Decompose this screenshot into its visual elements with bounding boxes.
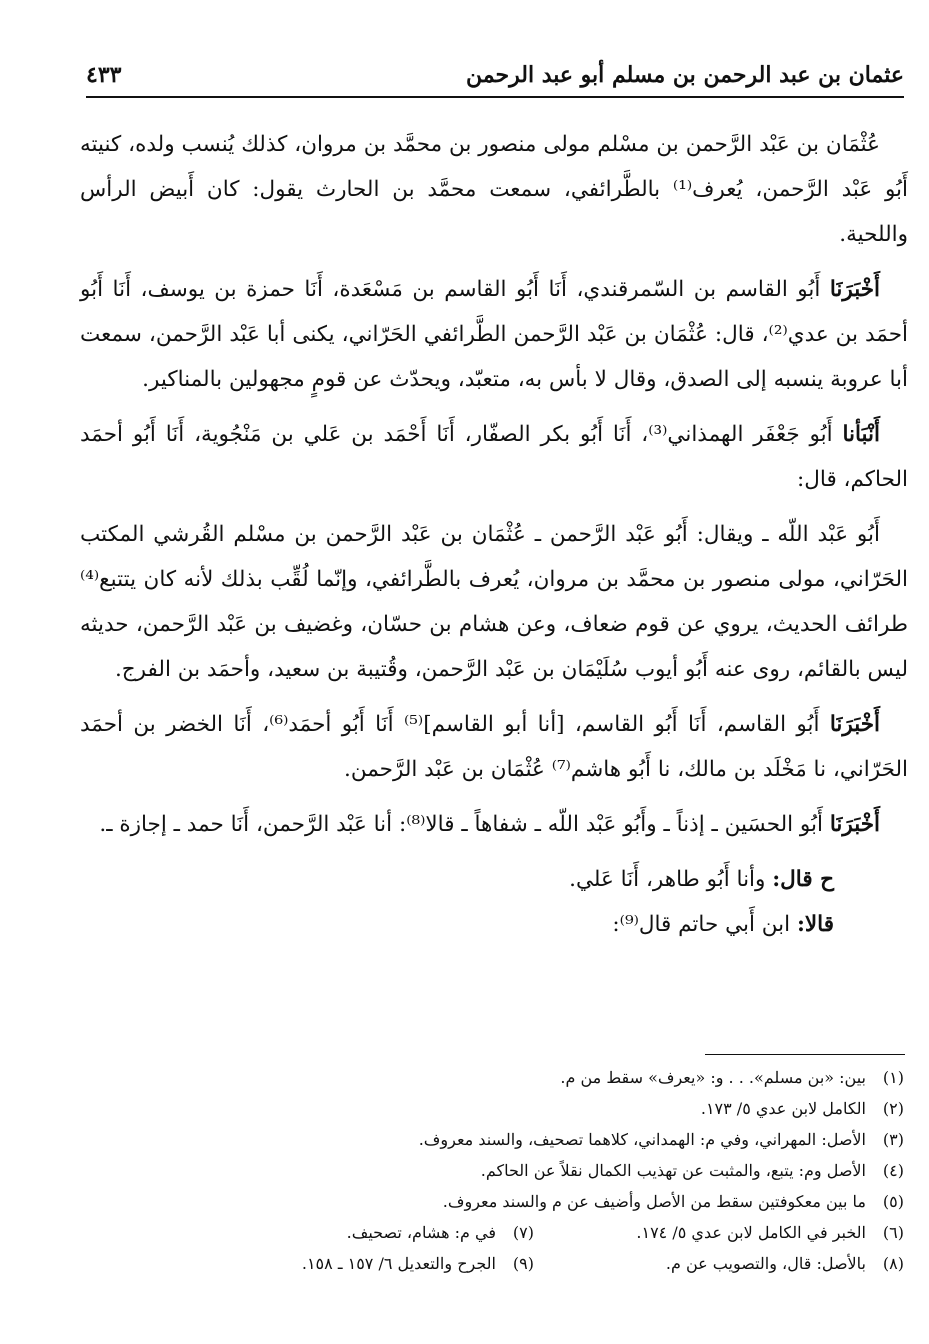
paragraph-7-text: وأنا أَبُو طاهر، أَنَا عَلي. bbox=[569, 867, 773, 892]
footnote-2 bbox=[180, 1093, 904, 1124]
paragraph-3-keyword: أَنْبَأنا bbox=[842, 422, 880, 447]
footnote-text: ما بين معكوفتين سقط من الأصل وأضيف عن م والسند معروف. bbox=[442, 1192, 866, 1211]
paragraph-1-text: عُثْمَان بن عَبْد الرَّحمن بن مسْلم مولى منصور بن محمَّد بن مروان، كذلك يُنسب ولده، كنيته أَبُو عَبْد الرَّحمن، يُعرف⁽¹⁾ بالطَّرائفي، سمعت محمَّد بن الحارث يقول: كان أَبيض الرأس واللحية. bbox=[80, 132, 909, 247]
paragraph-6-text: أَبُو الحسَين ـ إذناً ـ وأَبُو عَبْد اللّه ـ شفاهاً ـ قالا⁽⁸⁾: أنا عَبْد الرَّحمن، أَنَا حمد ـ إجازة ـ. bbox=[99, 812, 830, 837]
paragraph-5-text: أَبُو القاسم، أَنَا أَبُو القاسم، [أنا أبو القاسم]⁽⁵⁾ أَنَا أَبُو أحمَد⁽⁶⁾، أَنَا الخضر بن أحمَد الحَرّاني، نا مَخْلَد بن مالك، نا أَبُو هاشم⁽⁷⁾ عُثْمَان بن عَبْد الرَّحمن. bbox=[80, 712, 908, 782]
footnote-text: الأصل وم: يتبع، والمثبت عن تهذيب الكمال نقلاً عن الحاكم. bbox=[480, 1161, 866, 1180]
page-number: ٤٣٣ bbox=[86, 62, 122, 88]
footnote-divider bbox=[705, 1054, 905, 1055]
footnote-number: (٣) bbox=[882, 1130, 904, 1149]
footnote-7 bbox=[347, 1217, 534, 1248]
footnote-row bbox=[180, 1217, 904, 1248]
running-title: عثمان بن عبد الرحمن بن مسلم أبو عبد الرحمن bbox=[466, 62, 904, 88]
paragraph-7-keyword: ح قال: bbox=[772, 867, 834, 892]
footnote-5 bbox=[180, 1186, 904, 1217]
paragraph-4-text: أَبُو عَبْد اللّه ـ ويقال: أَبُو عَبْد الرَّحمن ـ عُثْمَان بن عَبْد الرَّحمن بن مسْلم القُرشي المكتب الحَرّاني، مولى منصور بن محمَّد بن مروان، يُعرف بالطَّرائفي، وإنّما لُقِّب بذلك لأنه كان يتتبع⁽⁴⁾ طرائف الحديث، يروي عن قوم ضعاف، وعن هشام بن حسّان، وغضيف بن عَبْد الرَّحمن، حديثه ليس بالقائم، روى عنه أَبُو أيوب سُلَيْمَان بن عَبْد الرَّحمن، وقُتيبة بن سعيد، وأحمَد بن الفرج. bbox=[80, 522, 908, 682]
footnote-1 bbox=[180, 1062, 904, 1093]
page-header bbox=[86, 58, 904, 98]
footnote-number: (١) bbox=[882, 1068, 904, 1087]
paragraph-7 bbox=[80, 857, 908, 902]
footnote-text: الكامل لابن عدي ٥/ ١٧٣. bbox=[700, 1099, 866, 1118]
footnote-3 bbox=[180, 1124, 904, 1155]
footnote-9 bbox=[302, 1248, 534, 1279]
main-text bbox=[80, 122, 908, 947]
footnote-text: بين: «بن مسلم». . . و: «يعرف» سقط من م. bbox=[560, 1068, 866, 1087]
paragraph-1 bbox=[80, 122, 908, 257]
paragraph-8 bbox=[80, 902, 908, 947]
paragraph-3-text: أَبُو جَعْفَر الهمذاني⁽³⁾، أَنَا أَبُو بكر الصفّار، أَنَا أَحْمَد بن عَلي بن مَنْجُوية، أَنَا أَبُو أحمَد الحاكم، قال: bbox=[80, 422, 908, 492]
paragraph-4 bbox=[80, 512, 908, 692]
footnote-8 bbox=[534, 1248, 904, 1279]
footnote-4 bbox=[180, 1155, 904, 1186]
paragraph-3 bbox=[80, 412, 908, 502]
paragraph-5 bbox=[80, 702, 908, 792]
footnote-text: بالأصل: قال، والتصويب عن م. bbox=[665, 1254, 866, 1273]
paragraph-8-keyword: قالا: bbox=[796, 912, 834, 937]
paragraph-2 bbox=[80, 267, 908, 402]
footnote-number: (٥) bbox=[882, 1192, 904, 1211]
footnote-number: (٨) bbox=[882, 1254, 904, 1273]
footnote-number: (٤) bbox=[882, 1161, 904, 1180]
footnote-number: (٩) bbox=[512, 1254, 534, 1273]
footnote-number: (٧) bbox=[512, 1223, 534, 1242]
paragraph-2-keyword: أَخْبَرَنَا bbox=[829, 277, 880, 302]
footnote-text: الجرح والتعديل ٦/ ١٥٧ ـ ١٥٨. bbox=[301, 1254, 496, 1273]
footnote-text: الأصل: المهراني، وفي م: الهمداني، كلاهما تصحيف، والسند معروف. bbox=[418, 1130, 866, 1149]
paragraph-8-text: ابن أَبي حاتم قال⁽⁹⁾: bbox=[612, 912, 797, 937]
paragraph-5-keyword: أَخْبَرَنَا bbox=[829, 712, 880, 737]
paragraph-6-keyword: أَخْبَرَنَا bbox=[829, 812, 880, 837]
footnote-number: (٦) bbox=[882, 1223, 904, 1242]
paragraph-6 bbox=[80, 802, 908, 847]
footnote-text: في م: هشام، تصحيف. bbox=[346, 1223, 496, 1242]
footnote-row bbox=[180, 1248, 904, 1279]
footnote-6 bbox=[534, 1217, 904, 1248]
footnotes bbox=[180, 1062, 904, 1279]
footnote-text: الخبر في الكامل لابن عدي ٥/ ١٧٤. bbox=[636, 1223, 866, 1242]
paragraph-2-text: أَبُو القاسم بن السّمرقندي، أَنَا أَبُو القاسم بن مَسْعَدة، أَنَا حمزة بن يوسف، أَنَا أَبُو أحمَد بن عدي⁽²⁾، قال: عُثْمَان بن عَبْد الرَّحمن الطَّرائفي الحَرّاني، يكنى أبا عَبْد الرَّحمن، سمعت أبا عروبة ينسبه إلى الصدق، وقال لا بأس به، متعبّد، ويحدّث عن قومٍ مجهولين بالمناكير. bbox=[80, 277, 908, 392]
footnote-number: (٢) bbox=[882, 1099, 904, 1118]
